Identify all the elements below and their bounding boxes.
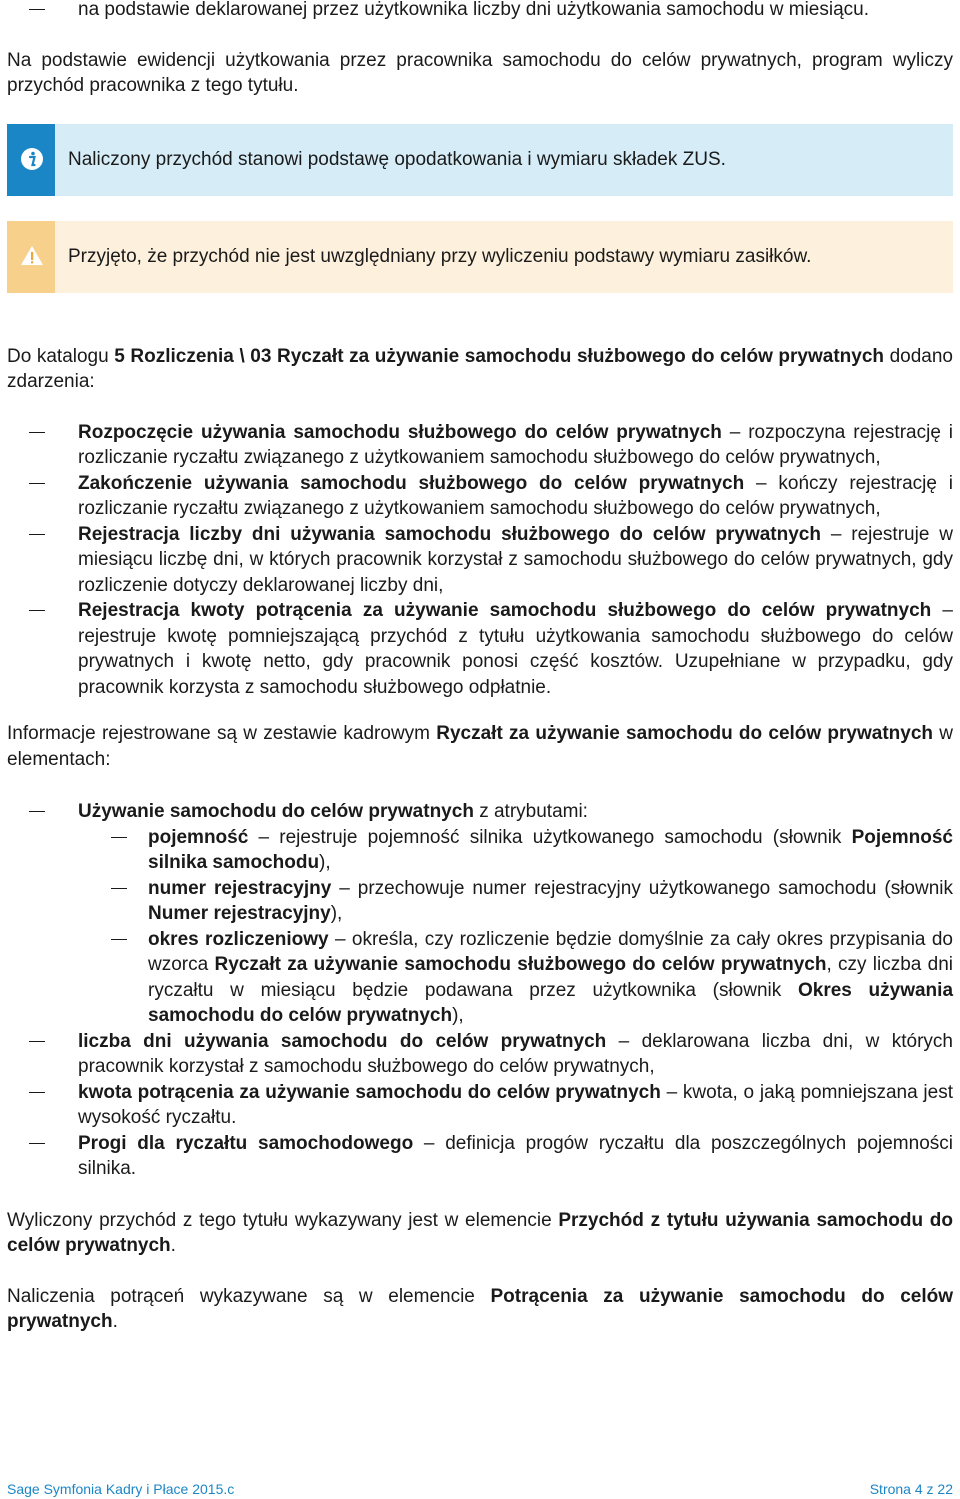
warning-box	[7, 221, 953, 293]
elements-paragraph: Informacje rejestrowane są w zestawie kadrowym Ryczałt za używanie samochodu do celów prywatnych w elementach:	[7, 723, 953, 770]
list-item: Zakończenie używania samochodu służbowego do celów prywatnych – kończy rejestrację i rozliczanie ryczałtu związanego z użytkowaniem samochodu służbowego do celów prywatnych,	[7, 471, 953, 522]
list-item: liczba dni używania samochodu do celów prywatnych – deklarowana liczba dni, w których pracownik korzystał z samochodu służbowego do celów prywatnych,	[7, 1029, 953, 1080]
page-footer	[7, 1480, 953, 1498]
list-item: Używanie samochodu do celów prywatnych z atrybutami: pojemność – rejestruje pojemność silnika użytkowanego samochodu (słownik Pojemność silnika samochodu), numer rejestracyjny – przechowuje numer rejestracyjny użytkowanego samochodu (słownik Numer rejestracyjny), okres rozliczeniowy – określa, czy rozliczenie będzie domyślnie za cały okres przypisania do wzorca Ryczałt za używanie samochodu służbowego do celów prywatnych, czy liczba dni ryczałtu w miesiącu będzie podawana przez użytkownika (słownik Okres używania samochodu do celów prywatnych),	[7, 799, 953, 1029]
info-box	[7, 124, 953, 196]
info-text: Naliczony przychód stanowi podstawę opodatkowania i wymiaru składek ZUS.	[68, 148, 726, 170]
list-item: Rozpoczęcie używania samochodu służbowego do celów prywatnych – rozpoczyna rejestrację i rozliczanie ryczałtu związanego z użytkowaniem samochodu służbowego do celów prywatnych,	[7, 420, 953, 471]
catalog-paragraph: Do katalogu 5 Rozliczenia \ 03 Ryczałt za używanie samochodu służbowego do celów prywatnych dodano zdarzenia:	[7, 345, 953, 392]
paragraph: Na podstawie ewidencji użytkowania przez pracownika samochodu do celów prywatnych, program wyliczy przychód pracownika z tego tytułu.	[7, 49, 953, 96]
list-item: Rejestracja kwoty potrącenia za używanie samochodu służbowego do celów prywatnych – rejestruje kwotę pomniejszającą przychód z tytułu użytkowania samochodu służbowego do celów prywatnych i kwotę netto, gdy pracownik ponosi część kosztów. Uzupełniane w przypadku, gdy pracownik korzysta z samochodu służbowego odpłatnie.	[7, 598, 953, 700]
warning-text: Przyjęto, że przychód nie jest uwzględniany przy wyliczeniu podstawy wymiaru zasiłków.	[68, 245, 812, 267]
list-item: numer rejestracyjny – przechowuje numer rejestracyjny użytkowanego samochodu (słownik Numer rejestracyjny),	[78, 876, 953, 927]
footer-page-number: Strona 4 z 22	[869, 1481, 953, 1497]
warning-icon	[20, 244, 44, 268]
intro-list	[7, 0, 953, 23]
events-list	[7, 420, 953, 701]
list-item: na podstawie deklarowanej przez użytkownika liczby dni użytkowania samochodu w miesiącu.	[7, 0, 953, 23]
footer-product: Sage Symfonia Kadry i Płace 2015.c	[7, 1481, 235, 1497]
elements-list	[7, 799, 953, 1182]
info-icon	[20, 147, 44, 171]
list-item: okres rozliczeniowy – określa, czy rozliczenie będzie domyślnie za cały okres przypisania do wzorca Ryczałt za używanie samochodu służbowego do celów prywatnych, czy liczba dni ryczałtu w miesiącu będzie podawana przez użytkownika (słownik Okres używania samochodu do celów prywatnych),	[78, 927, 953, 1029]
list-item: kwota potrącenia za używanie samochodu do celów prywatnych – kwota, o jaką pomniejszana jest wysokość ryczałtu.	[7, 1080, 953, 1131]
income-paragraph: Wyliczony przychód z tego tytułu wykazywany jest w elemencie Przychód z tytułu używania samochodu do celów prywatnych.	[7, 1209, 954, 1256]
list-item: Rejestracja liczby dni używania samochodu służbowego do celów prywatnych – rejestruje w miesiącu liczbę dni, w których pracownik korzystał z samochodu służbowego do celów prywatnych, gdy rozliczenie dotyczy deklarowanej liczby dni,	[7, 522, 953, 599]
deduction-paragraph: Naliczenia potrąceń wykazywane są w elemencie Potrącenia za używanie samochodu do celów prywatnych.	[7, 1285, 953, 1332]
attributes-list	[78, 825, 953, 1029]
list-item: Progi dla ryczałtu samochodowego – definicja progów ryczałtu dla poszczególnych pojemności silnika.	[7, 1131, 953, 1182]
list-item: pojemność – rejestruje pojemność silnika użytkowanego samochodu (słownik Pojemność silnika samochodu),	[78, 825, 953, 876]
document-page	[7, 0, 953, 1335]
